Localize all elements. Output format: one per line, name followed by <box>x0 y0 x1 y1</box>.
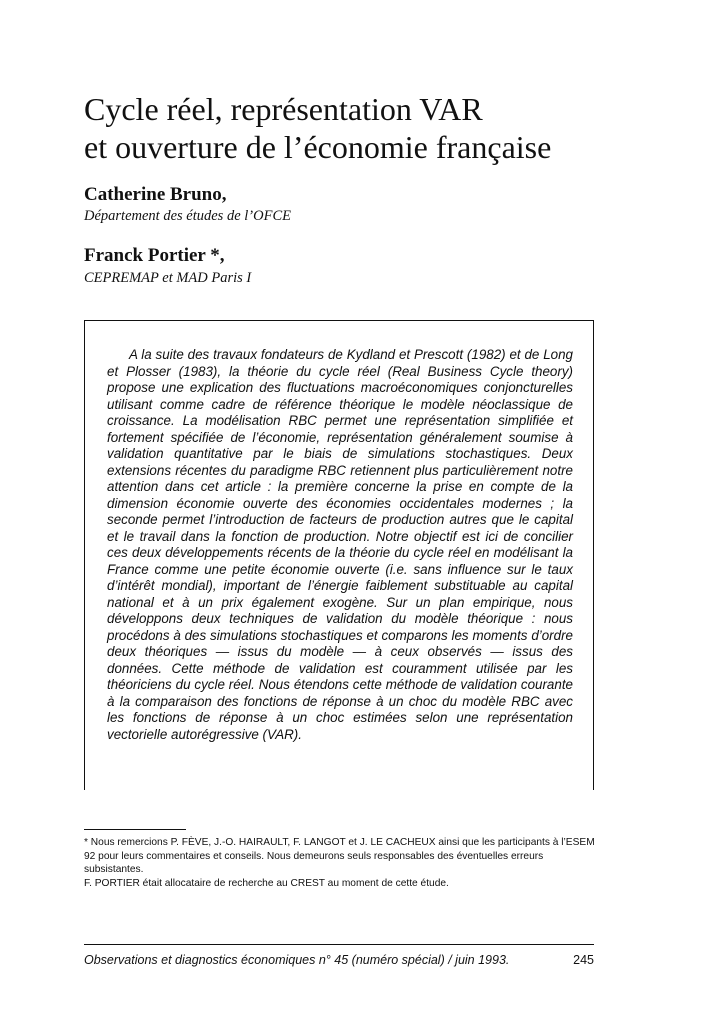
footnote-acknowledgement: * Nous remercions P. FÈVE, J.-O. HAIRAULT, F. LANGOT et J. LE CACHEUX ainsi que les participants à l’ESEM 92 pour leurs commentaires et conseils. Nous demeurons seuls responsables des éventuelles erreurs subsistantes. <box>84 837 595 875</box>
article-title-line-2: et ouverture de l’économie française <box>84 129 552 165</box>
author-name-1: Catherine Bruno, <box>84 184 227 205</box>
footnote-separator <box>84 829 186 830</box>
author-affiliation-1: Département des études de l’OFCE <box>84 208 291 224</box>
page-number: 245 <box>573 953 594 967</box>
abstract-text: A la suite des travaux fondateurs de Kydland et Prescott (1982) et de Long et Plosser (1983), la théorie du cycle réel (Real Business Cycle theory) propose une explication des fluctuations macroéconomiques conjoncturelles utilisant comme cadre de référence théorique le modèle néoclassique de croissance. La modélisation RBC permet une représentation simplifiée et fortement spécifiée de l’économie, représentation généralement soumise à validation quantitative par le biais de simulations stochastiques. Deux extensions récentes du paradigme RBC retiennent plus particulièrement notre attention dans cet article : la première concerne la prise en compte de la dimension économie ouverte des économies occidentales modernes ; la seconde permet l’introduction de facteurs de production autres que le capital et le travail dans la fonction de production. Notre objectif est ici de concilier ces deux développements récents de la théorie du cycle réel en modélisant la France comme une petite économie ouverte (i.e. sans influence sur le taux d’intérêt mondial), important de l’énergie faiblement substituable au capital national et à un prix également exogène. Sur un plan empirique, nous développons deux techniques de validation du modèle théorique : nous procédons à des simulations stochastiques et comparons les moments d’ordre deux théoriques — issus du modèle — à ceux observés — issus des données. Cette méthode de validation est couramment utilisée par les théoriciens du cycle réel. Nous étendons cette méthode de validation courante à la comparaison des fonctions de réponse à un choc du modèle RBC avec les fonctions de réponse à un choc estimées selon une représentation vectorielle autorégressive (VAR). <box>107 347 573 742</box>
footer-separator <box>84 944 594 945</box>
footer-journal-reference: Observations et diagnostics économiques n° 45 (numéro spécial) / juin 1993. <box>84 953 510 967</box>
author-name-2: Franck Portier *, <box>84 245 225 266</box>
author-affiliation-2: CEPREMAP et MAD Paris I <box>84 270 252 286</box>
footnotes <box>84 836 596 890</box>
article-title <box>84 90 684 166</box>
footnote-note: F. PORTIER était allocataire de recherche au CREST au moment de cette étude. <box>84 877 449 889</box>
article-title-line-1: Cycle réel, représentation VAR <box>84 91 483 127</box>
